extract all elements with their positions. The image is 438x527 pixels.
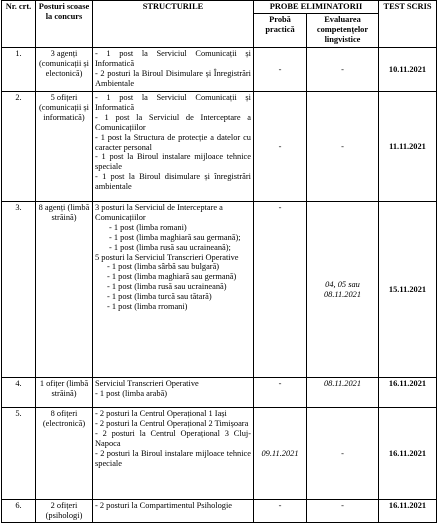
row-nr: 6. xyxy=(2,500,36,523)
header-proba-practica: Probă practică xyxy=(254,14,307,48)
row-structuri xyxy=(93,202,254,378)
row-structuri xyxy=(93,500,254,523)
row-test: 10.11.2021 xyxy=(379,48,437,92)
row-posturi: 2 ofițeri (psihologi) xyxy=(36,500,93,523)
row-posturi: 3 agenți (comunicații și electonică) xyxy=(36,48,93,92)
structuri-line: - 1 post (limba maghiară sau germană); xyxy=(109,232,241,242)
structuri-line: - 1 post la Serviciul de Interceptare a Comunicațiilor xyxy=(95,112,251,132)
structuri-line: - 2 posturi la Centrul Operațional 2 Timișoara xyxy=(95,418,249,428)
header-structuri: STRUCTURILE xyxy=(93,1,254,48)
row-nr: 1. xyxy=(2,48,36,92)
structuri-line: - 1 post la Biroul instalare mijloace tehnice speciale xyxy=(95,152,251,172)
row-structuri xyxy=(93,408,254,500)
structuri-line: - 1 post (limba rusă sau ucraineană) xyxy=(107,282,227,292)
structuri-line: - 1 post (limba sârbă sau bulgară) xyxy=(107,262,220,272)
row-test: 15.11.2021 xyxy=(379,202,437,378)
row-practica: 09.11.2021 xyxy=(254,408,307,500)
structuri-heading: 3 posturi la Serviciul de Interceptare a Comunicațiilor xyxy=(95,203,223,222)
structuri-line: - 1 post la Biroul disimulare și înregistrări ambientale xyxy=(95,172,251,192)
row-structuri xyxy=(93,48,254,92)
structuri-line: - 1 post (limba rusă sau ucraineană); xyxy=(109,242,231,252)
row-nr: 3. xyxy=(2,202,36,378)
structuri-line: - 2 posturi la Centrul Operațional 3 Cluj-Napoca xyxy=(95,428,251,448)
row-evaluare: - xyxy=(307,48,379,92)
row-nr: 4. xyxy=(2,378,36,408)
row-evaluare: 08.11.2021 xyxy=(307,378,379,408)
table-row xyxy=(2,408,437,500)
header-probe: PROBE ELIMINATORII xyxy=(254,1,379,14)
row-structuri xyxy=(93,92,254,202)
row-evaluare: - xyxy=(307,500,379,523)
table-row xyxy=(2,202,437,378)
structuri-heading: 5 posturi la Serviciul Transcrieri Operative xyxy=(95,252,239,262)
structuri-line: - 1 post (limba arabă) xyxy=(95,388,168,398)
structuri-line: - 1 post (limba rromani) xyxy=(107,302,188,312)
row-structuri xyxy=(93,378,254,408)
table-row xyxy=(2,48,437,92)
structuri-line: - 1 post (limba maghiară sau germană) xyxy=(107,272,237,282)
structuri-line: Serviciul Transcrieri Operative xyxy=(95,379,199,388)
structuri-line: - 1 post (limba romani) xyxy=(109,222,187,232)
header-nr: Nr. crt. xyxy=(2,1,36,48)
row-posturi: 8 ofițeri (electronică) xyxy=(36,408,93,500)
row-test: 16.11.2021 xyxy=(379,408,437,500)
structuri-line: - 2 posturi la Compartimentul Psihologie xyxy=(95,501,233,510)
row-nr: 5. xyxy=(2,408,36,500)
row-nr: 2. xyxy=(2,92,36,202)
row-test: 16.11.2021 xyxy=(379,378,437,408)
row-practica: - xyxy=(254,500,307,523)
row-posturi: 5 ofițeri (comunicații și informatică) xyxy=(36,92,93,202)
row-practica: - xyxy=(254,92,307,202)
header-posturi: Posturi scoase la concurs xyxy=(36,1,93,48)
structuri-line: - 2 posturi la Centrul Operațional 1 Iași xyxy=(95,409,227,418)
row-practica: - xyxy=(254,48,307,92)
header-evaluarea: Evaluarea competențelor lingvistice xyxy=(307,14,379,48)
header-row-1 xyxy=(2,1,437,14)
row-test: 16.11.2021 xyxy=(379,500,437,523)
row-practica: - xyxy=(254,378,307,408)
row-posturi: 1 ofițer (limbă străină) xyxy=(36,378,93,408)
table-row xyxy=(2,500,437,523)
row-practica: - xyxy=(254,202,307,378)
structuri-line: - 1 post (limba turcă sau tătară) xyxy=(107,292,212,302)
table-row xyxy=(2,378,437,408)
structuri-line: - 1 post la Structura de protecție a datelor cu caracter personal xyxy=(95,132,251,152)
row-posturi: 8 agenți (limbă străină) xyxy=(36,202,93,378)
row-evaluare: 04, 05 sau 08.11.2021 xyxy=(307,202,379,378)
row-test: 11.11.2021 xyxy=(379,92,437,202)
structuri-line: - 1 post la Serviciul Comunicații și Informatică xyxy=(95,49,251,68)
row-evaluare: - xyxy=(307,408,379,500)
structuri-line: - 1 post la Serviciul Comunicații și Informatică xyxy=(95,93,251,112)
table-row xyxy=(2,92,437,202)
row-evaluare: - xyxy=(307,92,379,202)
concurs-table xyxy=(1,0,437,523)
header-test: TEST SCRIS xyxy=(379,1,437,48)
structuri-line: - 2 posturi la Biroul Disimulare și Înregistrări Ambientale xyxy=(95,68,251,88)
structuri-line: - 2 posturi la Biroul instalare mijloace tehnice speciale xyxy=(95,448,251,468)
